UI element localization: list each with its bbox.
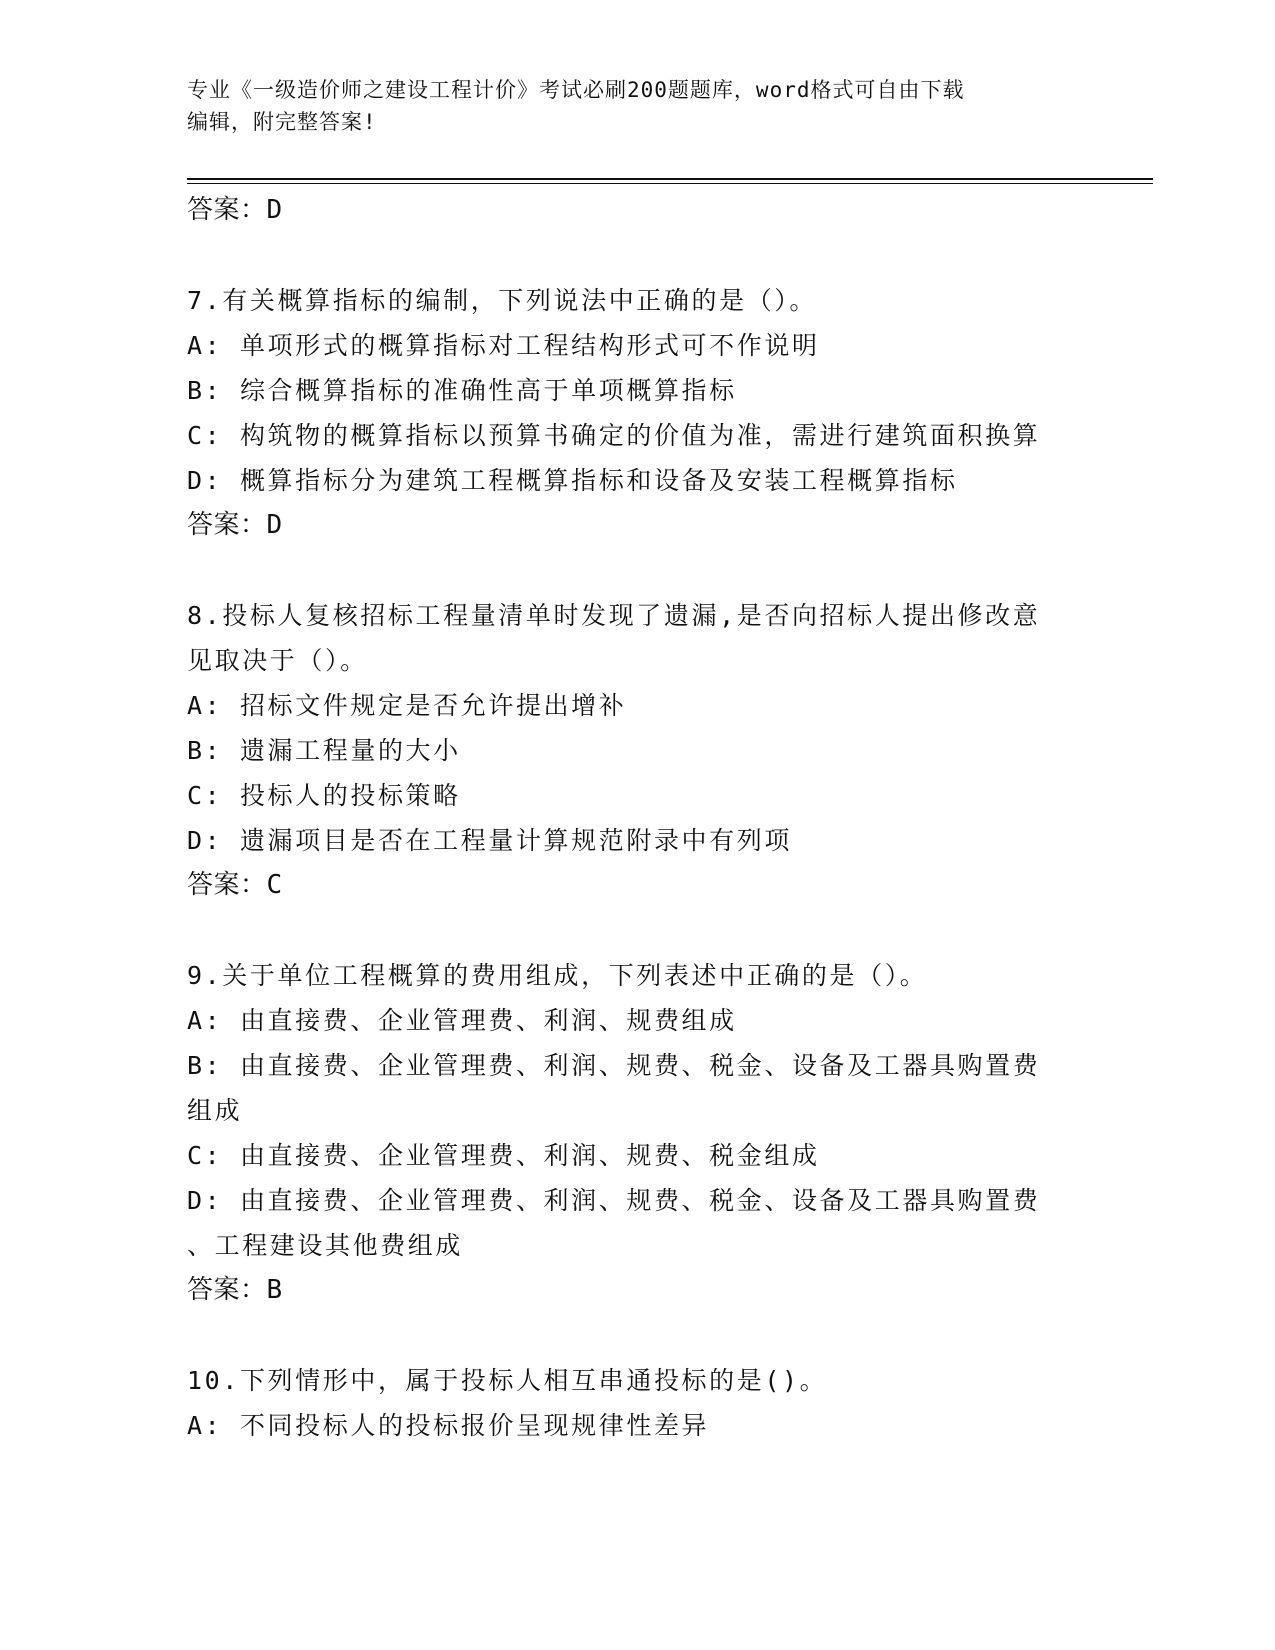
option-d: D: 由直接费、企业管理费、利润、规费、税金、设备及工器具购置费	[187, 1186, 1041, 1215]
answer-value: B	[266, 1275, 283, 1305]
question-stem: 9.关于单位工程概算的费用组成，下列表述中正确的是（）。	[187, 961, 928, 990]
question-stem-continued: 见取决于（）。	[187, 646, 368, 675]
answer-line	[187, 863, 1087, 908]
answer-value: D	[266, 510, 283, 540]
answer-line	[187, 1268, 1087, 1313]
answer-value: D	[266, 195, 283, 225]
spacer	[187, 548, 1087, 593]
option-c: C: 投标人的投标策略	[187, 781, 461, 810]
option-d: D: 遗漏项目是否在工程量计算规范附录中有列项	[187, 826, 792, 855]
question-stem: 8.投标人复核招标工程量清单时发现了遗漏,是否向招标人提出修改意	[187, 601, 1041, 630]
option-d: D: 概算指标分为建筑工程概算指标和设备及安装工程概算指标	[187, 466, 958, 495]
question-block	[187, 1358, 1087, 1448]
answer-label: 答案：	[187, 870, 267, 900]
header-divider	[187, 178, 1153, 180]
option-d-continued: 、工程建设其他费组成	[187, 1231, 464, 1260]
answer-label: 答案：	[187, 1275, 267, 1305]
answer-value: C	[266, 870, 283, 900]
option-c: C: 构筑物的概算指标以预算书确定的价值为准，需进行建筑面积换算	[187, 421, 1041, 450]
answer-label: 答案：	[187, 510, 267, 540]
question-block	[187, 953, 1087, 1313]
question-block	[187, 593, 1087, 908]
option-b: B: 由直接费、企业管理费、利润、规费、税金、设备及工器具购置费	[187, 1051, 1041, 1080]
header-line: 编辑，附完整答案!	[187, 110, 377, 134]
spacer	[187, 233, 1087, 278]
question-stem: 10.下列情形中，属于投标人相互串通投标的是()。	[187, 1366, 828, 1395]
spacer	[187, 908, 1087, 953]
question-block	[187, 278, 1087, 548]
answer-label: 答案：	[187, 195, 267, 225]
option-a: A: 招标文件规定是否允许提出增补	[187, 691, 627, 720]
question-stem: 7.有关概算指标的编制，下列说法中正确的是（）。	[187, 286, 818, 315]
option-a: A: 由直接费、企业管理费、利润、规费组成	[187, 1006, 737, 1035]
spacer	[187, 1313, 1087, 1358]
option-b-continued: 组成	[187, 1096, 243, 1125]
header-line: 专业《一级造价师之建设工程计价》考试必刷200题题库，word格式可自由下载	[187, 78, 965, 102]
option-c: C: 由直接费、企业管理费、利润、规费、税金组成	[187, 1141, 820, 1170]
question-list	[187, 188, 1087, 1448]
answer-line	[187, 503, 1087, 548]
header-divider-thin	[187, 183, 1153, 184]
answer-line	[187, 188, 1087, 233]
option-a: A: 单项形式的概算指标对工程结构形式可不作说明	[187, 331, 820, 360]
option-b: B: 遗漏工程量的大小	[187, 736, 461, 765]
document-header	[187, 74, 1067, 138]
option-b: B: 综合概算指标的准确性高于单项概算指标	[187, 376, 737, 405]
option-a: A: 不同投标人的投标报价呈现规律性差异	[187, 1411, 710, 1440]
